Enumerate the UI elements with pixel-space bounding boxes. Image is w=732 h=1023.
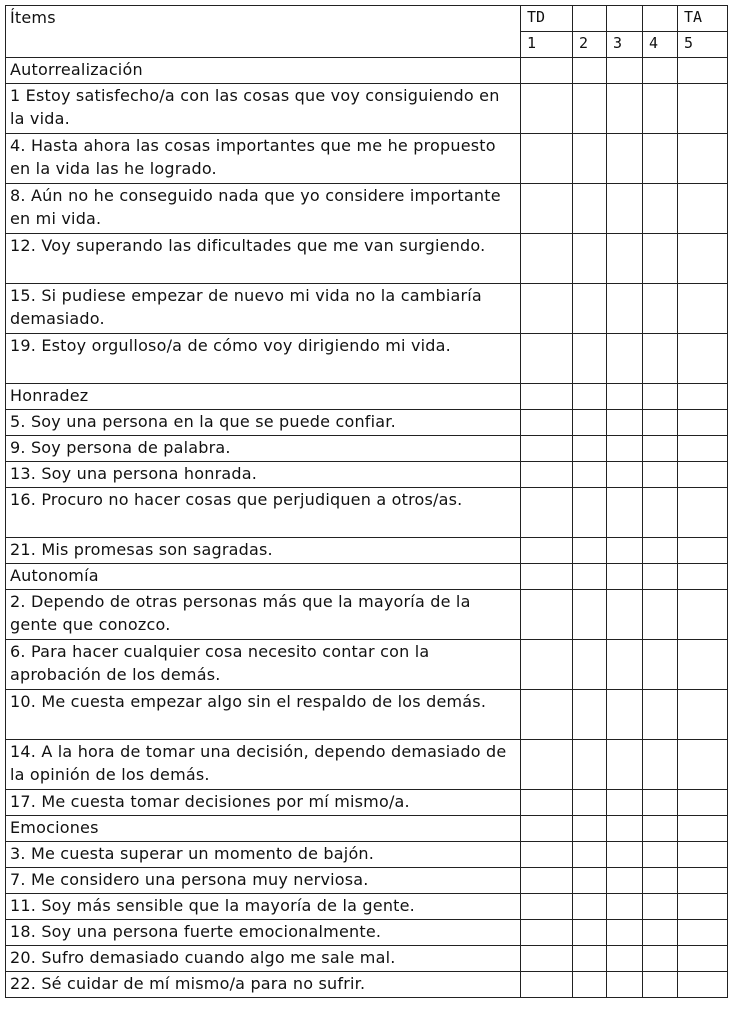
response-cell-2[interactable] [573,690,607,740]
item-text: 7. Me considero una persona muy nerviosa. [6,868,521,894]
response-cell-4[interactable] [643,972,678,998]
response-cell-2[interactable] [573,84,607,134]
response-cell-1[interactable] [521,690,573,740]
table-row [6,640,728,690]
response-cell-4[interactable] [643,590,678,640]
response-cell-2[interactable] [573,740,607,790]
response-cell-4[interactable] [643,920,678,946]
item-text: 8. Aún no he conseguido nada que yo considere importante en mi vida. [6,184,521,234]
item-text: 1 Estoy satisfecho/a con las cosas que voy consiguiendo en la vida. [6,84,521,134]
items-header: Ítems [6,6,521,58]
response-cell-4[interactable] [643,84,678,134]
response-cell-2[interactable] [573,334,607,384]
response-cell-5[interactable] [678,234,728,284]
table-row [6,842,728,868]
response-cell-3 [607,564,643,590]
scale-label-blank [607,6,643,32]
scale-number-2: 2 [573,32,607,58]
response-cell-3[interactable] [607,972,643,998]
item-text: 12. Voy superando las dificultades que me van surgiendo. [6,234,521,284]
item-text: 10. Me cuesta empezar algo sin el respaldo de los demás. [6,690,521,740]
section-row [6,58,728,84]
table-row [6,868,728,894]
table-row [6,84,728,134]
response-cell-3[interactable] [607,920,643,946]
response-cell-1[interactable] [521,334,573,384]
response-cell-1[interactable] [521,972,573,998]
response-cell-5 [678,384,728,410]
response-cell-5[interactable] [678,894,728,920]
item-text: 17. Me cuesta tomar decisiones por mí mismo/a. [6,790,521,816]
response-cell-2[interactable] [573,946,607,972]
response-cell-2[interactable] [573,842,607,868]
response-cell-3[interactable] [607,410,643,436]
item-text: 4. Hasta ahora las cosas importantes que me he propuesto en la vida las he logrado. [6,134,521,184]
response-cell-2 [573,58,607,84]
response-cell-1[interactable] [521,538,573,564]
response-cell-1 [521,58,573,84]
response-cell-4[interactable] [643,436,678,462]
response-cell-2[interactable] [573,972,607,998]
response-cell-4[interactable] [643,410,678,436]
table-row [6,894,728,920]
response-cell-1[interactable] [521,946,573,972]
response-cell-1[interactable] [521,842,573,868]
response-cell-3[interactable] [607,790,643,816]
table-row [6,790,728,816]
table-row [6,436,728,462]
response-cell-5 [678,564,728,590]
table-row [6,234,728,284]
section-title: Autorrealización [6,58,521,84]
scale-label-ta: TA [678,6,728,32]
table-row [6,740,728,790]
response-cell-5[interactable] [678,410,728,436]
table-row [6,590,728,640]
response-cell-1[interactable] [521,590,573,640]
response-cell-3[interactable] [607,134,643,184]
response-cell-2[interactable] [573,538,607,564]
response-cell-5[interactable] [678,462,728,488]
table-row [6,946,728,972]
scale-number-3: 3 [607,32,643,58]
item-text: 3. Me cuesta superar un momento de bajón. [6,842,521,868]
scale-label-td: TD [521,6,573,32]
item-text: 15. Si pudiese empezar de nuevo mi vida no la cambiaría demasiado. [6,284,521,334]
response-cell-4[interactable] [643,134,678,184]
response-cell-4[interactable] [643,842,678,868]
response-cell-2[interactable] [573,868,607,894]
response-cell-4[interactable] [643,740,678,790]
response-cell-5[interactable] [678,134,728,184]
response-cell-3[interactable] [607,334,643,384]
response-cell-4[interactable] [643,946,678,972]
response-cell-5[interactable] [678,790,728,816]
section-row [6,384,728,410]
response-cell-5[interactable] [678,84,728,134]
response-cell-1[interactable] [521,184,573,234]
item-text: 19. Estoy orgulloso/a de cómo voy dirigiendo mi vida. [6,334,521,384]
response-cell-4[interactable] [643,462,678,488]
response-cell-5[interactable] [678,842,728,868]
response-cell-5[interactable] [678,640,728,690]
response-cell-3[interactable] [607,740,643,790]
response-cell-1[interactable] [521,868,573,894]
response-cell-3 [607,384,643,410]
response-cell-5[interactable] [678,184,728,234]
table-row [6,134,728,184]
section-title: Honradez [6,384,521,410]
response-cell-3 [607,58,643,84]
response-cell-3[interactable] [607,868,643,894]
response-cell-4[interactable] [643,488,678,538]
response-cell-2 [573,384,607,410]
response-cell-1[interactable] [521,84,573,134]
response-cell-2[interactable] [573,436,607,462]
response-cell-1[interactable] [521,234,573,284]
response-cell-3[interactable] [607,538,643,564]
table-row [6,184,728,234]
response-cell-4[interactable] [643,334,678,384]
response-cell-5[interactable] [678,946,728,972]
response-cell-4 [643,564,678,590]
section-row [6,564,728,590]
response-cell-2[interactable] [573,590,607,640]
response-cell-4 [643,58,678,84]
item-text: 6. Para hacer cualquier cosa necesito contar con la aprobación de los demás. [6,640,521,690]
response-cell-4[interactable] [643,284,678,334]
response-cell-4[interactable] [643,690,678,740]
scale-number-5: 5 [678,32,728,58]
response-cell-2[interactable] [573,284,607,334]
response-cell-1[interactable] [521,436,573,462]
response-cell-1[interactable] [521,488,573,538]
response-cell-3[interactable] [607,436,643,462]
response-cell-3[interactable] [607,640,643,690]
item-text: 20. Sufro demasiado cuando algo me sale mal. [6,946,521,972]
response-cell-2[interactable] [573,790,607,816]
response-cell-3[interactable] [607,894,643,920]
questionnaire-table [5,5,728,998]
response-cell-2[interactable] [573,410,607,436]
response-cell-3[interactable] [607,488,643,538]
response-cell-5[interactable] [678,488,728,538]
response-cell-5[interactable] [678,538,728,564]
response-cell-1[interactable] [521,284,573,334]
item-text: 13. Soy una persona honrada. [6,462,521,488]
response-cell-5[interactable] [678,972,728,998]
response-cell-5[interactable] [678,436,728,462]
response-cell-1 [521,564,573,590]
response-cell-4[interactable] [643,184,678,234]
response-cell-5 [678,816,728,842]
response-cell-1 [521,384,573,410]
response-cell-3[interactable] [607,462,643,488]
item-text: 18. Soy una persona fuerte emocionalmente. [6,920,521,946]
response-cell-2[interactable] [573,234,607,284]
table-row [6,462,728,488]
header-row-top [6,6,728,32]
item-text: 22. Sé cuidar de mí mismo/a para no sufrir. [6,972,521,998]
response-cell-3[interactable] [607,84,643,134]
scale-number-1: 1 [521,32,573,58]
response-cell-2[interactable] [573,462,607,488]
item-text: 9. Soy persona de palabra. [6,436,521,462]
response-cell-4[interactable] [643,640,678,690]
section-row [6,816,728,842]
response-cell-5[interactable] [678,690,728,740]
response-cell-3[interactable] [607,234,643,284]
response-cell-4[interactable] [643,868,678,894]
response-cell-2[interactable] [573,894,607,920]
response-cell-5 [678,58,728,84]
table-row [6,334,728,384]
table-row [6,972,728,998]
response-cell-2 [573,564,607,590]
table-row [6,920,728,946]
response-cell-4[interactable] [643,538,678,564]
section-title: Autonomía [6,564,521,590]
section-title: Emociones [6,816,521,842]
item-text: 21. Mis promesas son sagradas. [6,538,521,564]
response-cell-5[interactable] [678,868,728,894]
response-cell-4[interactable] [643,234,678,284]
table-row [6,284,728,334]
response-cell-5[interactable] [678,284,728,334]
response-cell-1[interactable] [521,640,573,690]
table-row [6,410,728,436]
response-cell-2[interactable] [573,134,607,184]
item-text: 16. Procuro no hacer cosas que perjudiquen a otros/as. [6,488,521,538]
response-cell-2[interactable] [573,920,607,946]
response-cell-4[interactable] [643,894,678,920]
table-row [6,538,728,564]
response-cell-2[interactable] [573,184,607,234]
response-cell-3[interactable] [607,284,643,334]
response-cell-5[interactable] [678,740,728,790]
table-row [6,488,728,538]
response-cell-3[interactable] [607,946,643,972]
response-cell-3 [607,816,643,842]
response-cell-2[interactable] [573,488,607,538]
item-text: 2. Dependo de otras personas más que la mayoría de la gente que conozco. [6,590,521,640]
response-cell-3[interactable] [607,590,643,640]
response-cell-3[interactable] [607,690,643,740]
response-cell-1 [521,816,573,842]
item-text: 14. A la hora de tomar una decisión, dependo demasiado de la opinión de los demás. [6,740,521,790]
item-text: 5. Soy una persona en la que se puede confiar. [6,410,521,436]
response-cell-1[interactable] [521,894,573,920]
scale-label-blank [643,6,678,32]
response-cell-1[interactable] [521,920,573,946]
response-cell-3[interactable] [607,842,643,868]
response-cell-5[interactable] [678,590,728,640]
response-cell-1[interactable] [521,462,573,488]
response-cell-1[interactable] [521,740,573,790]
response-cell-1[interactable] [521,410,573,436]
response-cell-3[interactable] [607,184,643,234]
scale-number-4: 4 [643,32,678,58]
response-cell-5[interactable] [678,920,728,946]
response-cell-5[interactable] [678,334,728,384]
response-cell-1[interactable] [521,134,573,184]
response-cell-2 [573,816,607,842]
scale-label-blank [573,6,607,32]
response-cell-4 [643,384,678,410]
item-text: 11. Soy más sensible que la mayoría de la gente. [6,894,521,920]
table-row [6,690,728,740]
response-cell-2[interactable] [573,640,607,690]
response-cell-4 [643,816,678,842]
response-cell-1[interactable] [521,790,573,816]
response-cell-4[interactable] [643,790,678,816]
